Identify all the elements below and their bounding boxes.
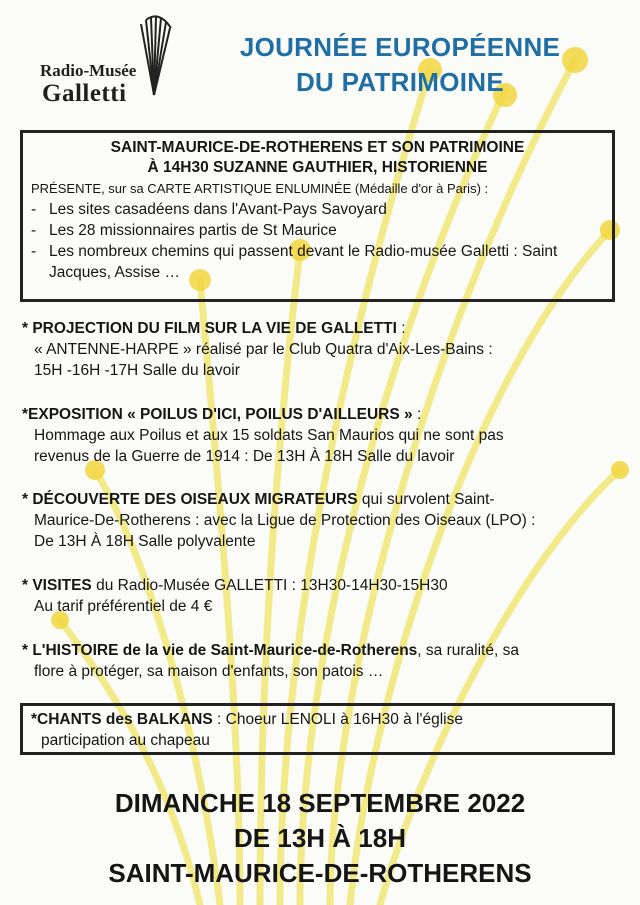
list-item: - Les sites casadéens dans l'Avant-Pays Savoyard bbox=[31, 199, 611, 220]
footer-hours: DE 13H À 18H bbox=[234, 823, 406, 853]
section-exposition bbox=[22, 404, 622, 467]
footer-location: SAINT-MAURICE-DE-ROTHERENS bbox=[108, 858, 532, 888]
section-line: Maurice-De-Rotherens : avec la Ligue de Protection des Oiseaux (LPO) : bbox=[34, 512, 536, 529]
box1-title1: SAINT-MAURICE-DE-ROTHERENS ET SON PATRIMOINE bbox=[110, 139, 525, 156]
section-heading: * DÉCOUVERTE DES OISEAUX MIGRATEURS bbox=[22, 491, 358, 508]
box2-heading: *CHANTS des BALKANS bbox=[31, 711, 213, 728]
section-heading: * L'HISTOIRE de la vie de Saint-Maurice-de-Rotherens bbox=[22, 642, 418, 659]
section-line: Hommage aux Poilus et aux 15 soldats San Maurios qui ne sont pas bbox=[34, 427, 504, 444]
logo-text-line1: Radio-Musée bbox=[40, 61, 137, 80]
header-line2: DU PATRIMOINE bbox=[295, 67, 505, 97]
section-heading: *EXPOSITION « POILUS D'ICI, POILUS D'AILLEURS » bbox=[22, 406, 413, 423]
section-film bbox=[22, 318, 622, 381]
section-heading-rest: qui survolent Saint- bbox=[357, 491, 495, 508]
section-line: flore à protéger, sa maison d'enfants, son patois … bbox=[34, 663, 384, 680]
radio-musee-galletti-logo bbox=[14, 10, 174, 110]
box2-line2: participation au chapeau bbox=[41, 732, 210, 749]
box1-list bbox=[31, 199, 611, 283]
footer-date: DIMANCHE 18 SEPTEMBRE 2022 bbox=[114, 788, 526, 818]
section-heading-rest: : bbox=[396, 320, 406, 337]
event-date-footer bbox=[0, 786, 640, 891]
section-heading-rest: : bbox=[412, 406, 422, 423]
section-heading: * PROJECTION DU FILM SUR LA VIE DE GALLETTI bbox=[22, 320, 397, 337]
chants-balkans-box bbox=[20, 703, 615, 755]
list-item: - Les 28 missionnaires partis de St Maurice bbox=[31, 220, 611, 241]
box1-intro: PRÉSENTE, sur sa CARTE ARTISTIQUE ENLUMINÉE (Médaille d'or à Paris) : bbox=[31, 181, 489, 196]
section-line: revenus de la Guerre de 1914 : De 13H À 18H Salle du lavoir bbox=[34, 448, 455, 465]
logo-text-line2: Galletti bbox=[42, 80, 127, 107]
box1-title2: À 14H30 SUZANNE GAUTHIER, HISTORIENNE bbox=[147, 159, 488, 176]
section-heading-rest: , sa ruralité, sa bbox=[417, 642, 519, 659]
header-line1: JOURNÉE EUROPÉENNE bbox=[239, 32, 561, 62]
section-line: « ANTENNE-HARPE » réalisé par le Club Quatra d'Aix-Les-Bains : bbox=[34, 341, 493, 358]
section-line: 15H -16H -17H Salle du lavoir bbox=[34, 362, 240, 379]
section-oiseaux bbox=[22, 489, 622, 552]
list-item: - Les nombreux chemins qui passent devant le Radio-musée Galletti : Saint Jacques, Assise … bbox=[31, 241, 611, 283]
section-histoire bbox=[22, 640, 622, 682]
section-heading: * VISITES bbox=[22, 577, 92, 594]
section-heading-rest: du Radio-Musée GALLETTI : 13H30-14H30-15H30 bbox=[91, 577, 448, 594]
section-line: Au tarif préférentiel de 4 € bbox=[34, 598, 213, 615]
event-header bbox=[180, 30, 620, 100]
section-visites bbox=[22, 575, 622, 617]
box2-heading-rest: : Choeur LENOLI à 16H30 à l'église bbox=[212, 711, 463, 728]
section-line: De 13H À 18H Salle polyvalente bbox=[34, 533, 256, 550]
heritage-presentation-box bbox=[20, 130, 615, 302]
